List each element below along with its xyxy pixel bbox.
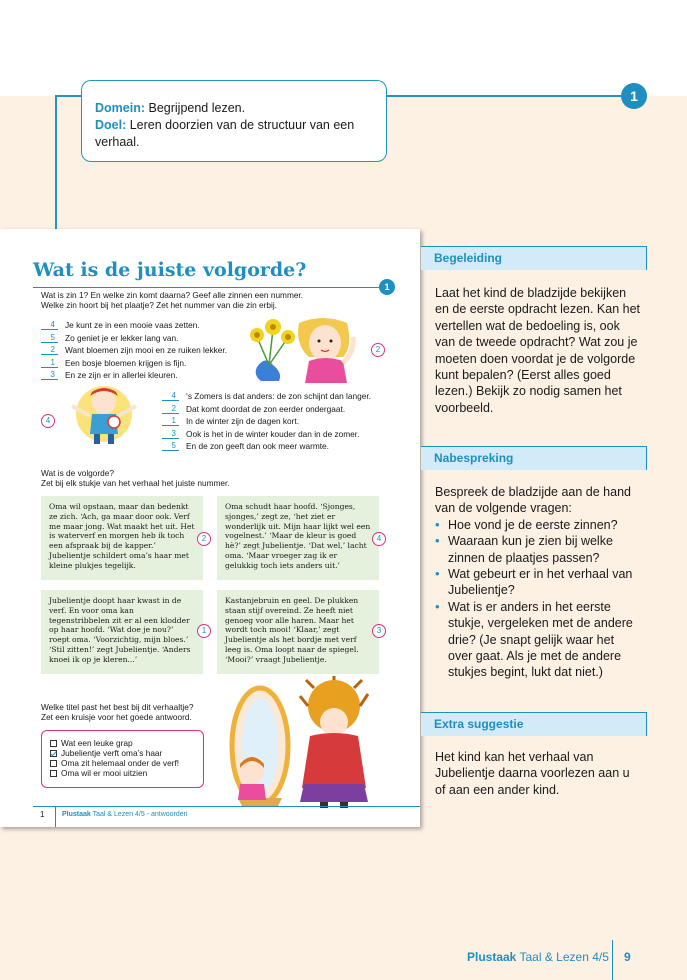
picture-number-circle: 2 (371, 343, 385, 357)
guidance-text: Laat het kind de bladzijde bekijken en de eerste opdracht lezen. Kan het vertellen wat de bedoeling is, ook van de tweede opdracht? Wat zou je moeten doen voordat je de volgorde kunt bepalen? (Eerst alles goed lezen.) Bekijk zo nodig samen het voorbeeld. (435, 286, 641, 415)
discussion-question: • Wat is er anders in het eerste stukje, vergeleken met de andere drie? (Je snapt gelijk waar het over gaat. Als je met de andere stukjes begint, lukt dat niet.) (435, 599, 640, 681)
discussion-intro: Bespreek de bladzijde aan de hand van de volgende vragen: (435, 485, 631, 516)
lesson-number-badge: 1 (621, 83, 647, 109)
option-label: Oma zit helemaal onder de verf! (61, 758, 180, 768)
page-footer-divider (612, 940, 613, 980)
workbook-page (0, 229, 420, 827)
checkbox-checked[interactable] (50, 750, 57, 757)
sentence-row (162, 415, 371, 428)
sentence-row (41, 319, 227, 332)
header-connector (55, 95, 57, 235)
question-3-line-2: Zet een kruisje voor het goede antwoord. (41, 712, 192, 722)
sentence-number: 1 (41, 358, 58, 368)
sentence-number: 1 (162, 416, 179, 426)
sentence-number: 5 (41, 333, 58, 343)
title-option[interactable] (50, 748, 195, 758)
title-option[interactable] (50, 768, 195, 778)
sentence-text: En de zon geeft dan ook meer warmte. (186, 441, 329, 452)
story-fragment: Jubelientje doopt haar kwast in de verf. En voor oma kan tegenstribbelen zit er al een klodder op haar hoofd. ‘Wat doe je nou?’ roept oma. ‘Voorzichtig, mijn bloes.’ ‘Stil zitten!’ zegt Jubelientje. ‘Anders knoei ik op je kleren...’ (41, 590, 203, 674)
story-fragment: Kastanjebruin en geel. De plukken staan stijf overeind. Ze heeft niet genoeg voor alle haren. Maar het wordt toch mooi! ‘Klaar,’ zegt Jubelientje als het bordje met verf leeg is. Oma loopt naar de spiegel. ‘Mooi?’ vraagt Jubelientje. (217, 590, 379, 674)
discussion-question: • Waaraan kun je zien bij welke zinnen de plaatjes passen? (435, 533, 640, 566)
workbook-footer-brand: Plustaak (62, 811, 91, 818)
sentence-row (162, 390, 371, 403)
sentence-group-1 (41, 319, 227, 382)
sentence-text: Ook is het in de winter kouder dan in de zomer. (186, 428, 360, 439)
page-number: 9 (624, 950, 631, 964)
instruction-line-1: Wat is zin 1? En welke zin komt daarna? Geef alle zinnen een nummer. (41, 290, 304, 300)
boy-in-sun-illustration (56, 384, 152, 446)
option-label: Jubelientje verft oma’s haar (61, 748, 163, 758)
question-3 (41, 702, 194, 722)
discussion-heading: Nabespreking (421, 446, 647, 470)
sentence-number: 5 (162, 441, 179, 451)
sentence-text: Je kunt ze in een mooie vaas zetten. (65, 320, 200, 331)
sentence-row (162, 403, 371, 416)
workbook-footer-rule (33, 806, 420, 807)
extra-suggestion-heading: Extra suggestie (421, 712, 647, 736)
option-label: Oma wil er mooi uitzien (61, 768, 148, 778)
sentence-group-2 (162, 390, 371, 453)
sentence-number: 4 (162, 391, 179, 401)
page-footer-brand-name: Plustaak (467, 950, 517, 964)
workbook-footer-text (62, 811, 188, 818)
title-option[interactable] (50, 758, 195, 768)
story-number-circle: 1 (197, 624, 211, 638)
sentence-number: 2 (162, 404, 179, 414)
domain-goal-box (81, 80, 387, 162)
sentence-row (162, 428, 371, 441)
question-2-line-2: Zet bij elk stukje van het verhaal het juiste nummer. (41, 478, 230, 488)
discussion-question: • Hoe vond je de eerste zinnen? (435, 517, 640, 533)
picture-number-circle: 4 (41, 414, 55, 428)
story-number-circle: 4 (372, 532, 386, 546)
instruction-line-2: Welke zin hoort bij het plaatje? Zet het nummer van die zin erbij. (41, 300, 277, 310)
sentence-text: Want bloemen zijn mooi en ze ruiken lekker. (65, 345, 228, 356)
sentence-text: En ze zijn er in allerlei kleuren. (65, 370, 178, 381)
workbook-badge: 1 (379, 279, 395, 295)
story-number-circle: 2 (197, 532, 211, 546)
page-footer-series: Taal & Lezen 4/5 (519, 950, 609, 964)
checkbox[interactable] (50, 740, 57, 747)
sentence-text: In de winter zijn de dagen kort. (186, 416, 299, 427)
sentence-number: 4 (41, 320, 58, 330)
page-footer-brand (467, 950, 609, 964)
discussion-question: • Wat gebeurt er in het verhaal van Jubelientje? (435, 566, 640, 599)
workbook-footer-page: 1 (40, 810, 45, 819)
story-fragment: Oma schudt haar hoofd. ‘Sjonges, sjonges,’ zegt ze, ‘het ziet er wonderlijk uit. Mijn haar lijkt wel een vogelnest.’ ‘Maar de kleur is goed hè?’ zegt Jubelientje. ‘Dat wel,’ lacht oma. ‘Maar vroeger zag ik er gelukkig toch iets anders uit.’ (217, 496, 379, 580)
guidance-heading: Begeleiding (421, 246, 647, 270)
checkbox[interactable] (50, 770, 57, 777)
question-3-line-1: Welke titel past het best bij dit verhaaltje? (41, 702, 194, 712)
grandma-mirror-illustration (210, 676, 394, 808)
sentence-row (41, 357, 227, 370)
girl-smelling-flowers-illustration (243, 317, 369, 383)
sentence-row (41, 369, 227, 382)
workbook-title-rule (33, 287, 381, 288)
goal-label: Doel: (95, 118, 127, 132)
option-label: Wat een leuke grap (61, 738, 133, 748)
sentence-number: 2 (41, 345, 58, 355)
workbook-title: Wat is de juiste volgorde? (33, 259, 307, 281)
question-2-line-1: Wat is de volgorde? (41, 468, 115, 478)
sentence-row (41, 344, 227, 357)
workbook-footer-rest: Taal & Lezen 4/5 - antwoorden (92, 811, 188, 818)
goal-value: Leren doorzien van de structuur van een verhaal. (95, 118, 355, 149)
question-2 (41, 468, 230, 488)
discussion-body (435, 484, 640, 681)
domain-value: Begrijpend lezen. (148, 101, 246, 115)
story-number-circle: 3 (372, 624, 386, 638)
extra-suggestion-text: Het kind kan het verhaal van Jubelientje daarna voorlezen aan u of aan een ander kind. (435, 750, 630, 797)
domain-label: Domein: (95, 101, 145, 115)
title-option[interactable] (50, 738, 195, 748)
sentence-number: 3 (162, 429, 179, 439)
sentence-row (162, 440, 371, 453)
sentence-text: Een bosje bloemen krijgen is fijn. (65, 357, 187, 368)
sentence-text: Zo geniet je er lekker lang van. (65, 332, 179, 343)
story-fragment: Oma wil opstaan, maar dan bedenkt ze zich. ‘Ach, ga maar door ook. Verf me maar jong. Wat maakt het uit. Het is waterverf en morgen heb ik toch een afspraak bij de kapper.’ Jubelientje schildert oma’s haar met kleine plukjes tegelijk. (41, 496, 203, 580)
title-options-box (41, 730, 204, 788)
checkbox[interactable] (50, 760, 57, 767)
sentence-text: Dat komt doordat de zon eerder ondergaat. (186, 403, 346, 414)
sentence-row (41, 332, 227, 345)
discussion-question-list (435, 517, 640, 681)
sentence-number: 3 (41, 370, 58, 380)
sentence-text: ‘s Zomers is dat anders: de zon schijnt dan langer. (186, 391, 371, 402)
workbook-instruction (41, 290, 381, 310)
workbook-footer-divider (55, 806, 56, 827)
